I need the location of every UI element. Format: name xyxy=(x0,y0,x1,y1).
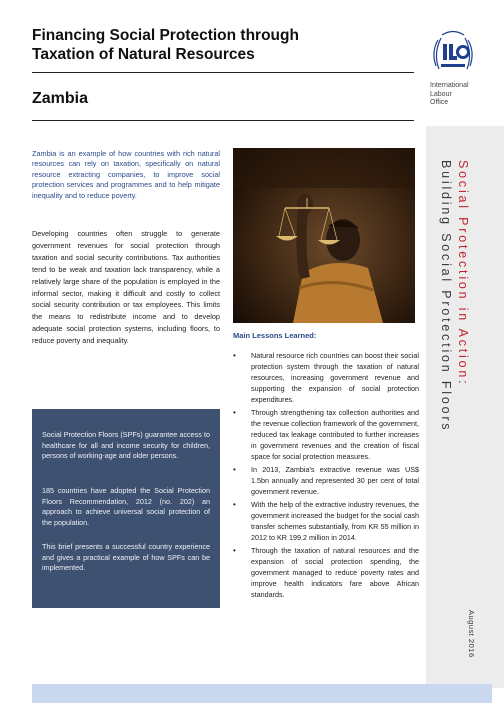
lesson-item: • In 2013, Zambia's extractive revenue was US$ 1.5bn annually and represented 30 per cent of total government revenue. xyxy=(233,464,419,497)
publication-date: August 2016 xyxy=(467,610,476,658)
spf-info-box xyxy=(32,409,220,608)
title-line-1: Financing Social Protection through xyxy=(32,27,299,44)
org-name-line-3: Office xyxy=(430,99,449,106)
lessons-list xyxy=(233,350,419,602)
box-paragraph-2: 185 countries have adopted the Social Protection Floors Recommendation, 2012 (no. 202) an approach to achieve universal social protection of the population. xyxy=(42,486,210,528)
lesson-item: • With the help of the extractive industry revenues, the government increased the budget for the social cash transfer schemes substantially, from KR 55 million in 2012 to KR 199.2 million in 2014. xyxy=(233,499,419,543)
lessons-heading: Main Lessons Learned: xyxy=(233,331,317,340)
title-divider xyxy=(32,72,414,73)
box-paragraph-3: This brief presents a successful country experience and gives a practical example of how SPFs can be implemented. xyxy=(42,542,210,573)
lesson-item: • Natural resource rich countries can boost their social protection system through the taxation of natural resources, increasing government revenue and supporting the expansion of social protection expenditures. xyxy=(233,350,419,405)
box-paragraph-1: Social Protection Floors (SPFs) guarantee access to healthcare for all and income security for children, persons of working-age and older persons. xyxy=(42,430,210,461)
title-line-2: Taxation of Natural Resources xyxy=(32,46,255,63)
country-heading: Zambia xyxy=(32,90,89,107)
lesson-item: • Through the taxation of natural resources and the expansion of social protection spending, the government managed to reduce poverty rates and improve health indicators fare above African standards. xyxy=(233,545,419,600)
intro-paragraph: Zambia is an example of how countries with rich natural resources can rely on taxation, specifically on natural resource extracting companies, to improve social protection services and programmes and to help mitigate inequality and to reduce poverty. xyxy=(32,149,220,200)
body-paragraph: Developing countries often struggle to generate government revenues for social protection through taxation and social security contributions. Tax authorities tend to be weak and taxation lack transparency, while a relatively large share of the population is employed in the informal sector, making it difficult and costly to collect social security contribution or tax employees. This limits the means to redistribute income and to develop adequate social protection systems, including floors, to reduce poverty and inequality. xyxy=(32,229,220,346)
organization-name xyxy=(430,82,469,108)
lesson-item: • Through strengthening tax collection authorities and the revenue collection framework of the government, reduced tax leakage contributed to further increases in government revenues and the creation of fiscal space for social protection measures. xyxy=(233,407,419,462)
org-name-line-2: Labour xyxy=(430,90,452,98)
series-title: Social Protection in Action: xyxy=(456,160,470,387)
ilo-logo-icon xyxy=(428,26,478,76)
series-subtitle: Building Social Protection Floors xyxy=(439,160,453,433)
page-title xyxy=(32,26,362,64)
org-name-line-1: International xyxy=(430,82,469,89)
photo-man-with-scales xyxy=(233,148,415,323)
footer-bar xyxy=(32,684,492,703)
country-divider xyxy=(32,120,414,121)
